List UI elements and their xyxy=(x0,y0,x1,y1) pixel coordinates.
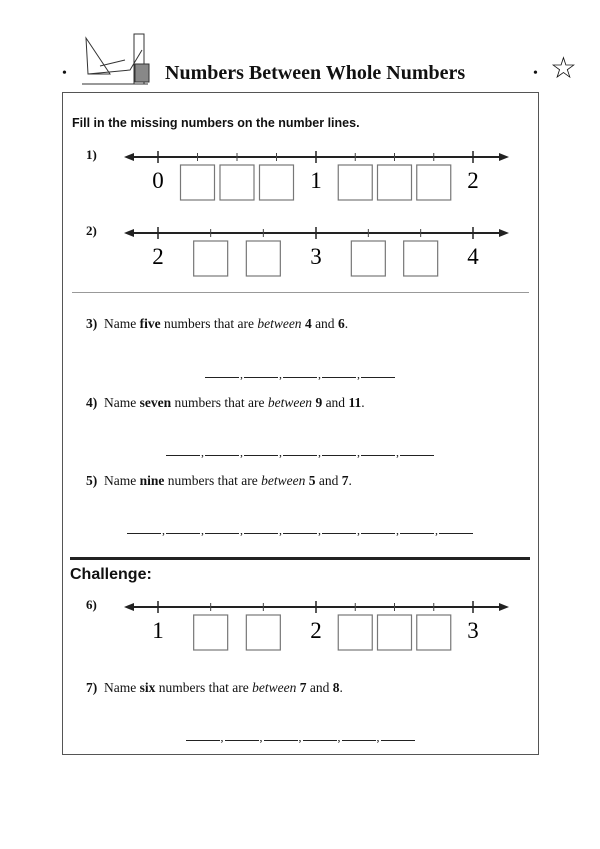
divider-thick xyxy=(70,557,530,560)
answer-blank[interactable] xyxy=(205,523,239,534)
answer-blank[interactable] xyxy=(381,730,415,741)
question-text xyxy=(86,680,343,696)
answer-box[interactable] xyxy=(194,241,228,276)
text: numbers that are xyxy=(160,316,258,331)
arrow-left-icon xyxy=(124,229,134,237)
question-number: 7) xyxy=(86,680,98,695)
comma: , xyxy=(357,367,360,381)
tick-label: 2 xyxy=(310,618,322,643)
answer-box[interactable] xyxy=(378,165,412,200)
bound-b: 8 xyxy=(332,680,340,695)
question-text xyxy=(86,473,352,489)
comma: , xyxy=(162,523,165,537)
bullet: • xyxy=(533,66,538,81)
between-word: between xyxy=(257,316,302,331)
answer-blank[interactable] xyxy=(166,445,200,456)
between-word: between xyxy=(252,680,297,695)
bound-a: 5 xyxy=(308,473,316,488)
text: and xyxy=(322,395,349,410)
text: . xyxy=(348,473,352,488)
text: . xyxy=(361,395,365,410)
comma: , xyxy=(396,523,399,537)
comma: , xyxy=(318,367,321,381)
number-line xyxy=(0,147,600,207)
bound-a: 7 xyxy=(299,680,307,695)
tick-label: 1 xyxy=(310,168,322,193)
answer-blank[interactable] xyxy=(400,523,434,534)
comma: , xyxy=(279,523,282,537)
number-line xyxy=(0,223,600,283)
tick-label: 0 xyxy=(152,168,164,193)
comma: , xyxy=(357,523,360,537)
text: Name xyxy=(104,316,140,331)
answer-blank[interactable] xyxy=(303,730,337,741)
question-number: 4) xyxy=(86,395,98,410)
challenge-heading: Challenge: xyxy=(70,566,152,583)
answer-blank[interactable] xyxy=(322,445,356,456)
question-number: 3) xyxy=(86,316,98,331)
text: numbers that are xyxy=(155,680,253,695)
answer-box[interactable] xyxy=(181,165,215,200)
question-number: 5) xyxy=(86,473,98,488)
answer-box[interactable] xyxy=(260,165,294,200)
instructions: Fill in the missing numbers on the number lines. xyxy=(72,116,360,130)
answer-blank[interactable] xyxy=(244,523,278,534)
answer-box[interactable] xyxy=(246,241,280,276)
answer-blank[interactable] xyxy=(322,523,356,534)
comma: , xyxy=(279,367,282,381)
answer-blanks xyxy=(0,367,600,382)
answer-box[interactable] xyxy=(351,241,385,276)
bullet: • xyxy=(62,66,67,81)
answer-blank[interactable] xyxy=(205,367,239,378)
answer-blank[interactable] xyxy=(439,523,473,534)
answer-box[interactable] xyxy=(220,165,254,200)
comma: , xyxy=(201,445,204,459)
answer-blank[interactable] xyxy=(361,445,395,456)
comma: , xyxy=(337,730,341,744)
comma: , xyxy=(435,523,438,537)
answer-box[interactable] xyxy=(404,241,438,276)
between-word: between xyxy=(261,473,306,488)
question-text xyxy=(86,316,348,332)
count-word: five xyxy=(139,316,161,331)
comma: , xyxy=(357,445,360,459)
tick-label: 1 xyxy=(152,618,164,643)
text: and xyxy=(315,473,342,488)
arrow-left-icon xyxy=(124,603,134,611)
comma: , xyxy=(240,445,243,459)
bound-b: 7 xyxy=(341,473,349,488)
tick-label: 2 xyxy=(152,244,164,269)
comma: , xyxy=(201,523,204,537)
text: and xyxy=(306,680,333,695)
star-icon: ☆ xyxy=(550,52,577,85)
comma: , xyxy=(376,730,380,744)
mascot-weightlifting-illustration xyxy=(80,30,150,88)
answer-blank[interactable] xyxy=(342,730,376,741)
answer-box[interactable] xyxy=(417,615,451,650)
answer-blanks xyxy=(0,730,600,745)
bound-b: 6 xyxy=(337,316,345,331)
tick-label: 3 xyxy=(310,244,322,269)
comma: , xyxy=(396,445,399,459)
bound-b: 11 xyxy=(348,395,362,410)
comma: , xyxy=(279,445,282,459)
answer-blank[interactable] xyxy=(244,367,278,378)
number-line-label: 2) xyxy=(86,223,97,238)
answer-box[interactable] xyxy=(417,165,451,200)
text: numbers that are xyxy=(171,395,268,410)
count-word: six xyxy=(139,680,156,695)
arrow-right-icon xyxy=(499,603,509,611)
text: Name xyxy=(104,395,140,410)
answer-blank[interactable] xyxy=(244,445,278,456)
question-text xyxy=(86,395,365,411)
answer-blank[interactable] xyxy=(283,445,317,456)
divider xyxy=(72,292,529,293)
tick-label: 2 xyxy=(467,168,479,193)
text: Name xyxy=(104,680,140,695)
comma: , xyxy=(220,730,224,744)
between-word: between xyxy=(267,395,313,410)
comma: , xyxy=(259,730,263,744)
page-title: Numbers Between Whole Numbers xyxy=(165,62,466,84)
arrow-left-icon xyxy=(124,153,134,161)
answer-blanks xyxy=(0,523,600,538)
answer-blank[interactable] xyxy=(264,730,298,741)
bound-a: 4 xyxy=(304,316,312,331)
answer-box[interactable] xyxy=(378,615,412,650)
answer-blank[interactable] xyxy=(283,367,317,378)
comma: , xyxy=(318,523,321,537)
answer-blank[interactable] xyxy=(225,730,259,741)
arrow-right-icon xyxy=(499,229,509,237)
comma: , xyxy=(298,730,302,744)
bound-a: 9 xyxy=(315,395,323,410)
answer-blanks xyxy=(0,445,600,460)
answer-blank[interactable] xyxy=(205,445,239,456)
answer-blank[interactable] xyxy=(283,523,317,534)
answer-box[interactable] xyxy=(194,615,228,650)
answer-blank[interactable] xyxy=(322,367,356,378)
text: . xyxy=(344,316,349,331)
number-line-label: 6) xyxy=(86,597,97,612)
answer-box[interactable] xyxy=(338,165,372,200)
number-line-label: 1) xyxy=(86,147,97,162)
arrow-right-icon xyxy=(499,153,509,161)
text: . xyxy=(339,680,343,695)
answer-blank[interactable] xyxy=(186,730,220,741)
answer-blank[interactable] xyxy=(400,445,434,456)
answer-blank[interactable] xyxy=(361,367,395,378)
answer-blank[interactable] xyxy=(127,523,161,534)
count-word: nine xyxy=(139,473,165,488)
comma: , xyxy=(318,445,321,459)
count-word: seven xyxy=(139,395,172,410)
tick-label: 4 xyxy=(467,244,479,269)
answer-blank[interactable] xyxy=(166,523,200,534)
answer-box[interactable] xyxy=(246,615,280,650)
comma: , xyxy=(240,523,243,537)
tick-label: 3 xyxy=(467,618,479,643)
text: Name xyxy=(104,473,140,488)
answer-box[interactable] xyxy=(338,615,372,650)
comma: , xyxy=(240,367,243,381)
text: and xyxy=(311,316,338,331)
number-line xyxy=(0,597,600,657)
text: numbers that are xyxy=(164,473,262,488)
answer-blank[interactable] xyxy=(361,523,395,534)
